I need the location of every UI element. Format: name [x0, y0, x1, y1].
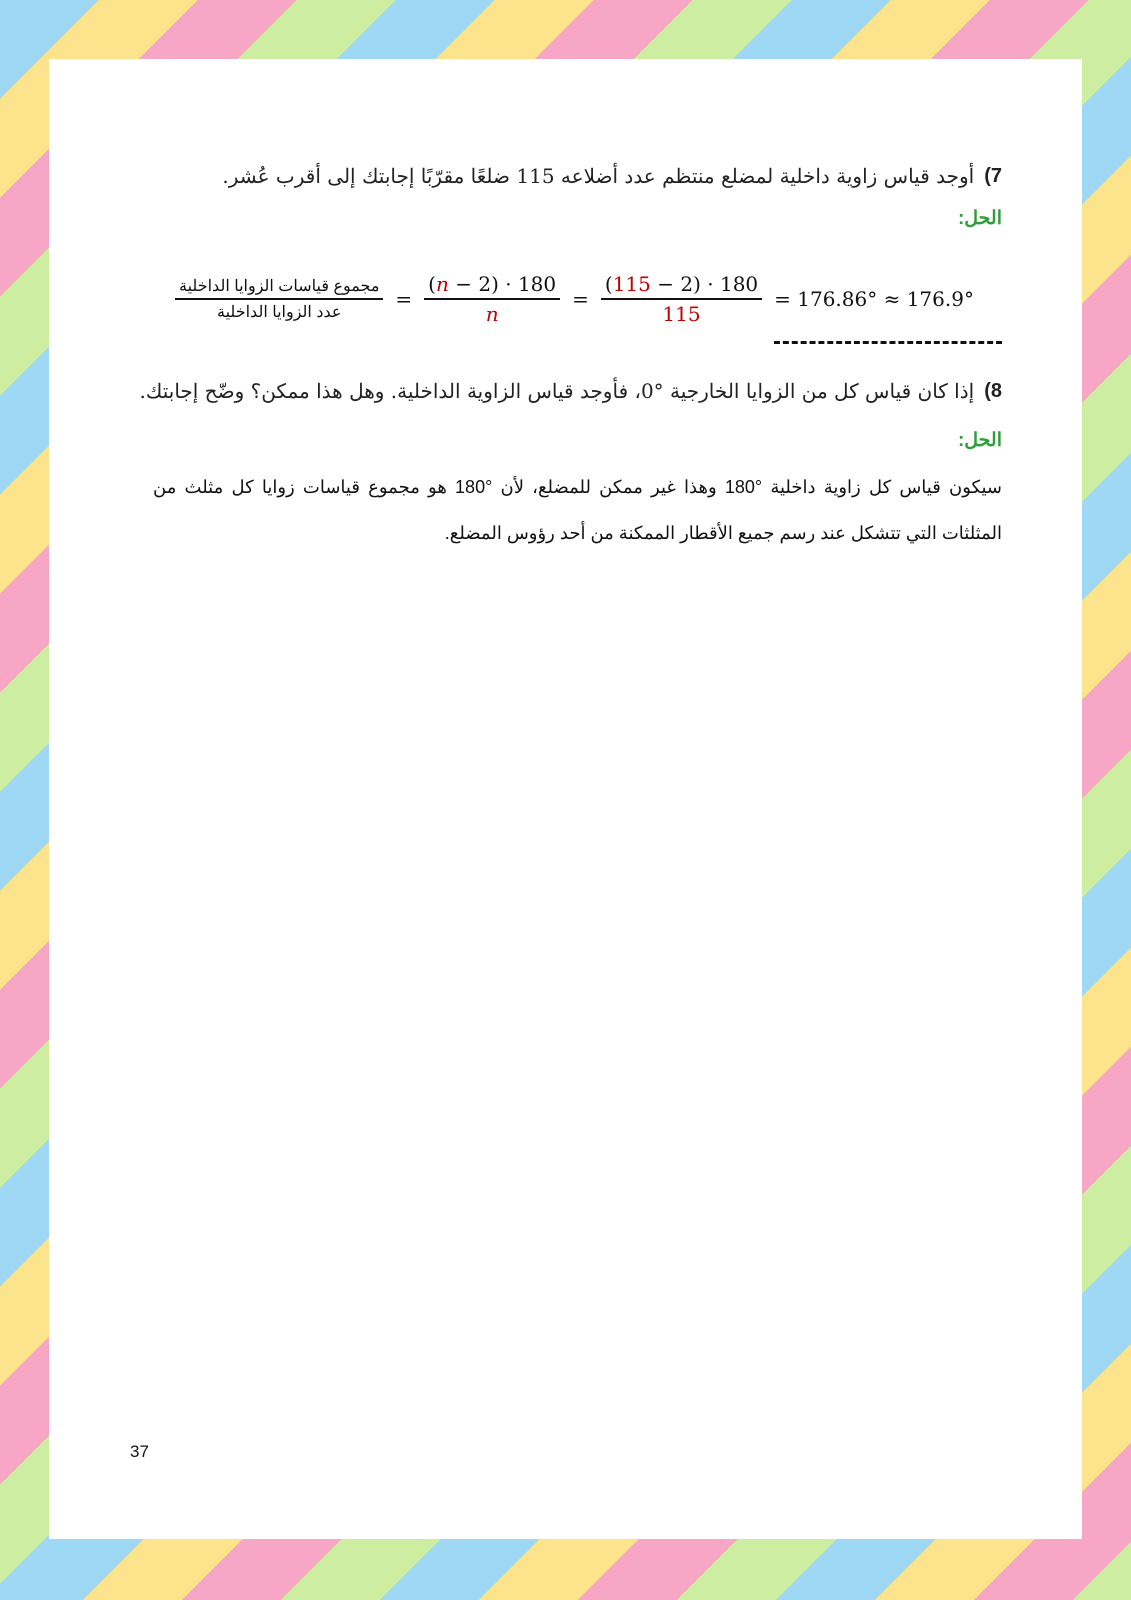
solution-7-equation [169, 259, 1029, 339]
question-8 [129, 379, 1002, 403]
question-7-text: أوجد قياس زاوية داخلية لمضلع منتظم عدد أضلاعه 115 ضلعًا مقرّبًا إجابتك إلى أقرب عُشر. [222, 164, 975, 188]
fraction-substituted [601, 270, 762, 328]
question-7-number: 7) [984, 164, 1002, 187]
result: = 176.86° ≈ 176.9° [774, 287, 974, 311]
solution-8-answer: سيكون قياس كل زاوية داخلية °180 وهذا غير ممكن للمضلع، لأن °180 هو مجموع قياسات زوايا كل مثلث من المثلثات التي تتشكل عند رسم جميع الأقطار الممكنة من أحد رؤوس المضلع. [153, 477, 1002, 543]
solution-7-label: الحل: [957, 208, 1002, 229]
equals-sign: = [395, 287, 413, 311]
question-8-text: إذا كان قياس كل من الزوايا الخارجية °0، فأوجد قياس الزاوية الداخلية. وهل هذا ممكن؟ وضّح إجابتك. [139, 379, 975, 403]
value-115: 115 [612, 272, 651, 297]
question-7 [129, 164, 1002, 188]
solution-8-label: الحل: [957, 430, 1002, 451]
substituted-numerator: (115 − 2) · 180 [604, 272, 759, 297]
fraction-formula [424, 270, 560, 328]
fraction-denominator-arabic: عدد الزوايا الداخلية [217, 303, 342, 321]
fraction-numerator-arabic: مجموع قياسات الزوايا الداخلية [179, 278, 380, 296]
formula-numerator: (n − 2) · 180 [428, 272, 557, 297]
substituted-denominator: 115 [662, 301, 701, 326]
equals-sign: = [572, 287, 589, 311]
fraction-sum-over-count [175, 274, 383, 324]
variable-n: n [435, 272, 449, 297]
page-number: 37 [130, 1442, 149, 1461]
worksheet-page [49, 59, 1082, 1539]
question-8-number: 8) [984, 379, 1002, 402]
dashed-separator [774, 341, 1002, 344]
formula-denominator: n [485, 301, 499, 326]
